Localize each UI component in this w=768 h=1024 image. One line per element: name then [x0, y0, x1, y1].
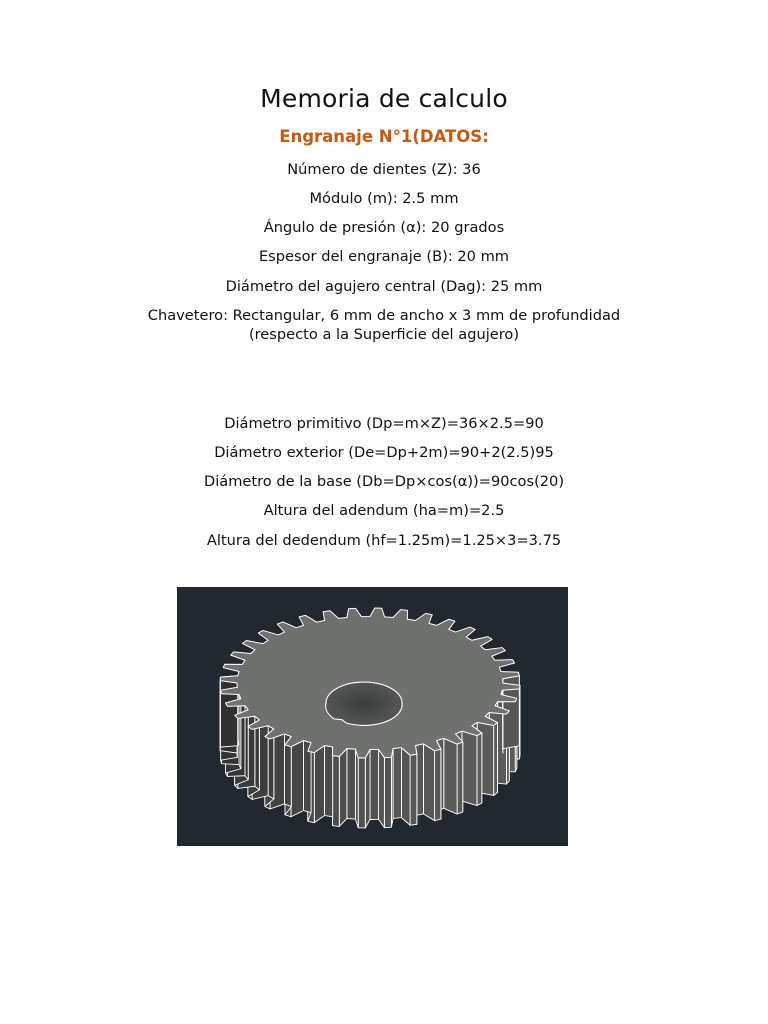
gear-side-facet: [444, 738, 457, 814]
gear-side-facet: [325, 745, 333, 816]
calc-base-diameter: Diámetro de la base (Db=Dp×cos(α))=90cos(20): [203, 473, 565, 490]
gear-side-facet: [477, 733, 482, 806]
calc-dedendum: Altura del dedendum (hf=1.25m)=1.25×3=3.75: [206, 532, 562, 549]
data-keyway-note: (respecto a la Superficie del agujero): [248, 326, 520, 343]
gear-side-facet: [365, 750, 370, 828]
data-gear-thickness: Espesor del engranaje (B): 20 mm: [258, 248, 510, 265]
gear-side-facet: [347, 748, 356, 819]
bore-with-keyway: [326, 682, 402, 725]
gear-side-facet: [220, 676, 237, 747]
section-subtitle: Engranaje N°1(DATOS:: [279, 127, 489, 146]
gear-side-facet: [462, 731, 477, 805]
gear-side-facet: [291, 741, 304, 817]
gear-side-facet: [339, 748, 347, 826]
gear-3d-drawing: [177, 587, 568, 846]
gear-side-facet: [494, 723, 498, 796]
data-module: Módulo (m): 2.5 mm: [309, 190, 459, 207]
data-pressure-angle: Ángulo de presión (α): 20 grados: [263, 219, 505, 236]
calc-addendum: Altura del adendum (ha=m)=2.5: [263, 502, 505, 519]
gear-render-image: [177, 587, 568, 846]
gear-center-bore: [326, 682, 402, 725]
page-title: Memoria de calculo: [260, 84, 508, 113]
data-keyway: Chavetero: Rectangular, 6 mm de ancho x 3 mm de profundidad: [147, 307, 621, 324]
gear-side-facet: [401, 748, 410, 826]
gear-side-facet: [358, 758, 365, 828]
gear-side-facet: [393, 748, 401, 819]
gear-side-facet: [379, 749, 385, 827]
gear-side-facet: [314, 745, 324, 822]
gear-side-facet: [435, 749, 441, 821]
gear-side-facet: [384, 757, 391, 827]
calc-outer-diameter: Diámetro exterior (De=Dp+2m)=90+2(2.5)95: [214, 444, 554, 461]
gear-side-facet: [410, 754, 417, 825]
gear-side-facet: [423, 744, 434, 821]
calc-pitch-diameter: Diámetro primitivo (Dp=m×Z)=36×2.5=90: [224, 415, 544, 432]
gear-side-facet: [332, 756, 339, 827]
data-teeth-count: Número de dientes (Z): 36: [287, 161, 481, 178]
gear-side-facet: [457, 742, 463, 814]
data-bore-diameter: Diámetro del agujero central (Dag): 25 mm: [225, 278, 543, 295]
gear-side-facet: [370, 749, 379, 819]
